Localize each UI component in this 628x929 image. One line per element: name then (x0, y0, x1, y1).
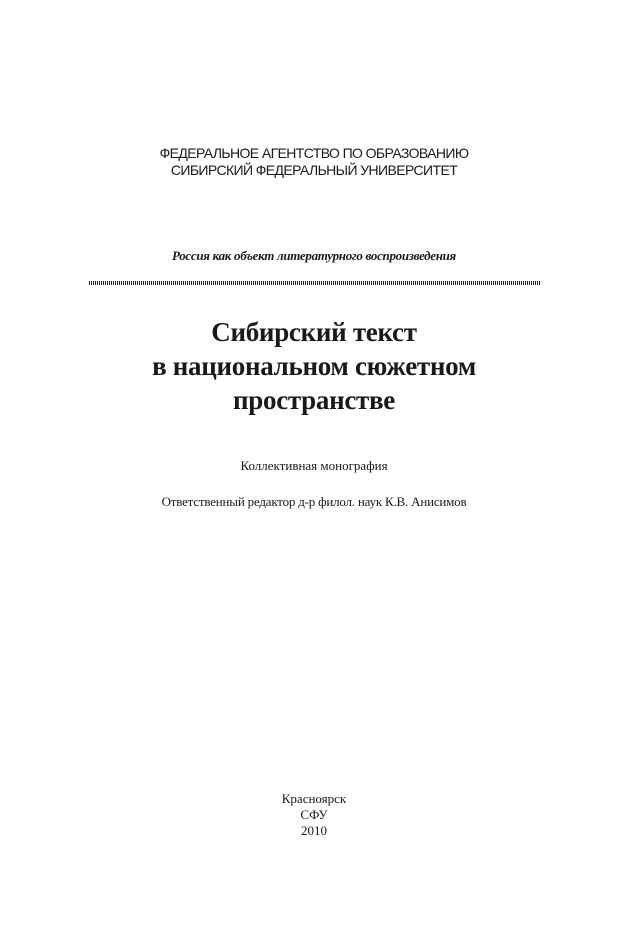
responsible-editor: Ответственный редактор д-р филол. наук К.В. Анисимов (161, 494, 467, 509)
book-title-line-3: пространстве (233, 385, 395, 415)
imprint-city: Красноярск (281, 791, 347, 806)
book-title (0, 315, 628, 417)
imprint-publisher: СФУ (300, 807, 328, 822)
series-title: Россия как объект литературного воспроизведения (172, 248, 456, 263)
publisher-header (0, 145, 628, 179)
dotted-divider (89, 281, 541, 285)
book-title-line-2: в национальном сюжетном (152, 351, 476, 381)
agency-line-2: СИБИРСКИЙ ФЕДЕРАЛЬНЫЙ УНИВЕРСИТЕТ (170, 162, 458, 178)
book-title-line-1: Сибирский текст (211, 317, 417, 347)
imprint-year: 2010 (301, 823, 327, 838)
agency-line-1: ФЕДЕРАЛЬНОЕ АГЕНТСТВО ПО ОБРАЗОВАНИЮ (159, 145, 469, 161)
book-genre: Коллективная монография (240, 458, 388, 473)
imprint (0, 791, 628, 839)
